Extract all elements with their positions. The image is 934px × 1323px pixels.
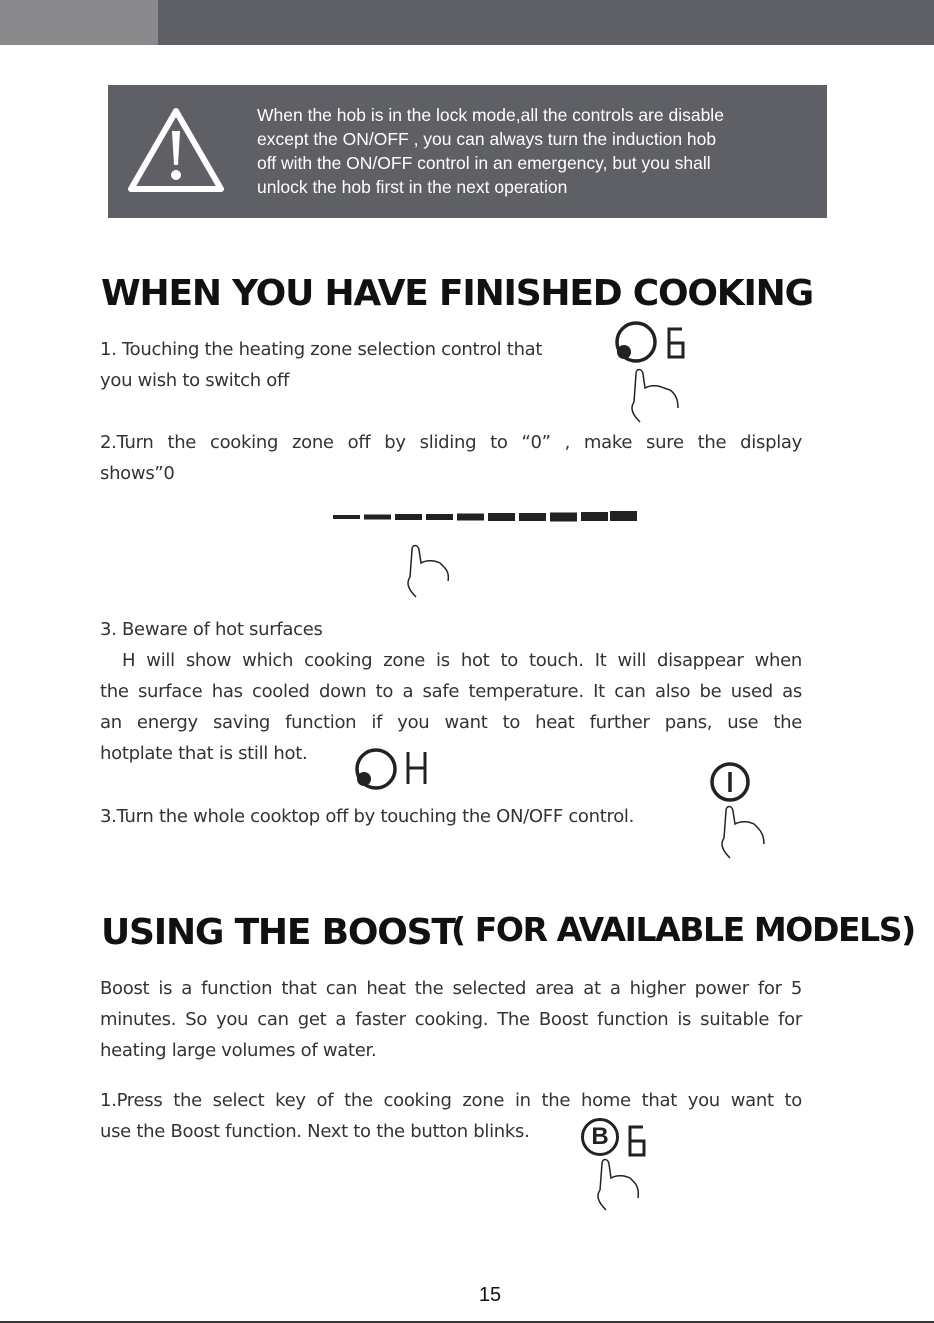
finger-icon bbox=[408, 546, 448, 598]
knob-dot-icon bbox=[617, 345, 631, 359]
finish-step2-line2: shows”0 bbox=[100, 463, 175, 484]
warning-text: When the hob is in the lock mode,all the controls are disable except the ON/OFF , you can always turn the induction hob off with the ON/OFF control in an emergency, but you shall unlock the hob first in the next operation bbox=[257, 105, 724, 197]
slider-segments-icon bbox=[333, 511, 637, 522]
boost-intro-line1: Boost is a function that can heat the selected area at a higher power for 5 bbox=[100, 978, 802, 999]
header-bar-accent bbox=[0, 0, 158, 45]
section-heading-finished-cooking: WHEN YOU HAVE FINISHED COOKING bbox=[101, 273, 813, 314]
slider-illustration bbox=[330, 505, 640, 605]
finish-step2-line1: 2.Turn the cooking zone off by sliding to “0” , make sure the display bbox=[100, 432, 802, 453]
boost-intro-line2: minutes. So you can get a faster cooking. The Boost function is suitable for bbox=[100, 1009, 802, 1030]
boost-button-illustration bbox=[580, 1117, 620, 1157]
finish-step1-line2: you wish to switch off bbox=[100, 370, 290, 391]
hot-zone-knob-icon bbox=[352, 746, 402, 796]
boost-button-letter: B bbox=[591, 1123, 609, 1150]
finish-step3-title: 3. Beware of hot surfaces bbox=[100, 619, 323, 640]
finger-icon bbox=[722, 807, 764, 859]
header-bar bbox=[158, 0, 934, 45]
boost-step1-line1: 1.Press the select key of the cooking zone in the home that you want to bbox=[100, 1090, 802, 1111]
power-control-illustration bbox=[700, 760, 790, 864]
section-heading-boost: USING THE BOOST bbox=[101, 912, 455, 953]
finish-step3-line1: H will show which cooking zone is hot to touch. It will disappear when bbox=[122, 650, 802, 671]
boost-step1-line2: use the Boost function. Next to the button blinks. bbox=[100, 1121, 530, 1142]
finish-step4: 3.Turn the whole cooktop off by touching the ON/OFF control. bbox=[100, 806, 635, 827]
display-digit-6-icon bbox=[666, 326, 686, 360]
page-number: 15 bbox=[478, 1284, 502, 1306]
display-digit-6-icon bbox=[627, 1124, 647, 1158]
boost-intro-line3: heating large volumes of water. bbox=[100, 1040, 377, 1061]
finish-step3-line3: an energy saving function if you want to heat further pans, use the bbox=[100, 712, 802, 733]
finger-icon bbox=[580, 1158, 660, 1214]
finger-icon bbox=[632, 370, 678, 423]
warning-box bbox=[108, 85, 827, 218]
finish-step3-line4: hotplate that is still hot. bbox=[100, 743, 308, 764]
finish-step1-line1: 1. Touching the heating zone selection control that bbox=[100, 339, 543, 360]
section-heading-boost-models: ( FOR AVAILABLE MODELS) bbox=[451, 910, 915, 949]
display-letter-h-icon bbox=[405, 750, 429, 786]
finish-step3-line2: the surface has cooled down to a safe temperature. It can also be used as bbox=[100, 681, 802, 702]
warning-triangle-icon bbox=[126, 105, 226, 195]
